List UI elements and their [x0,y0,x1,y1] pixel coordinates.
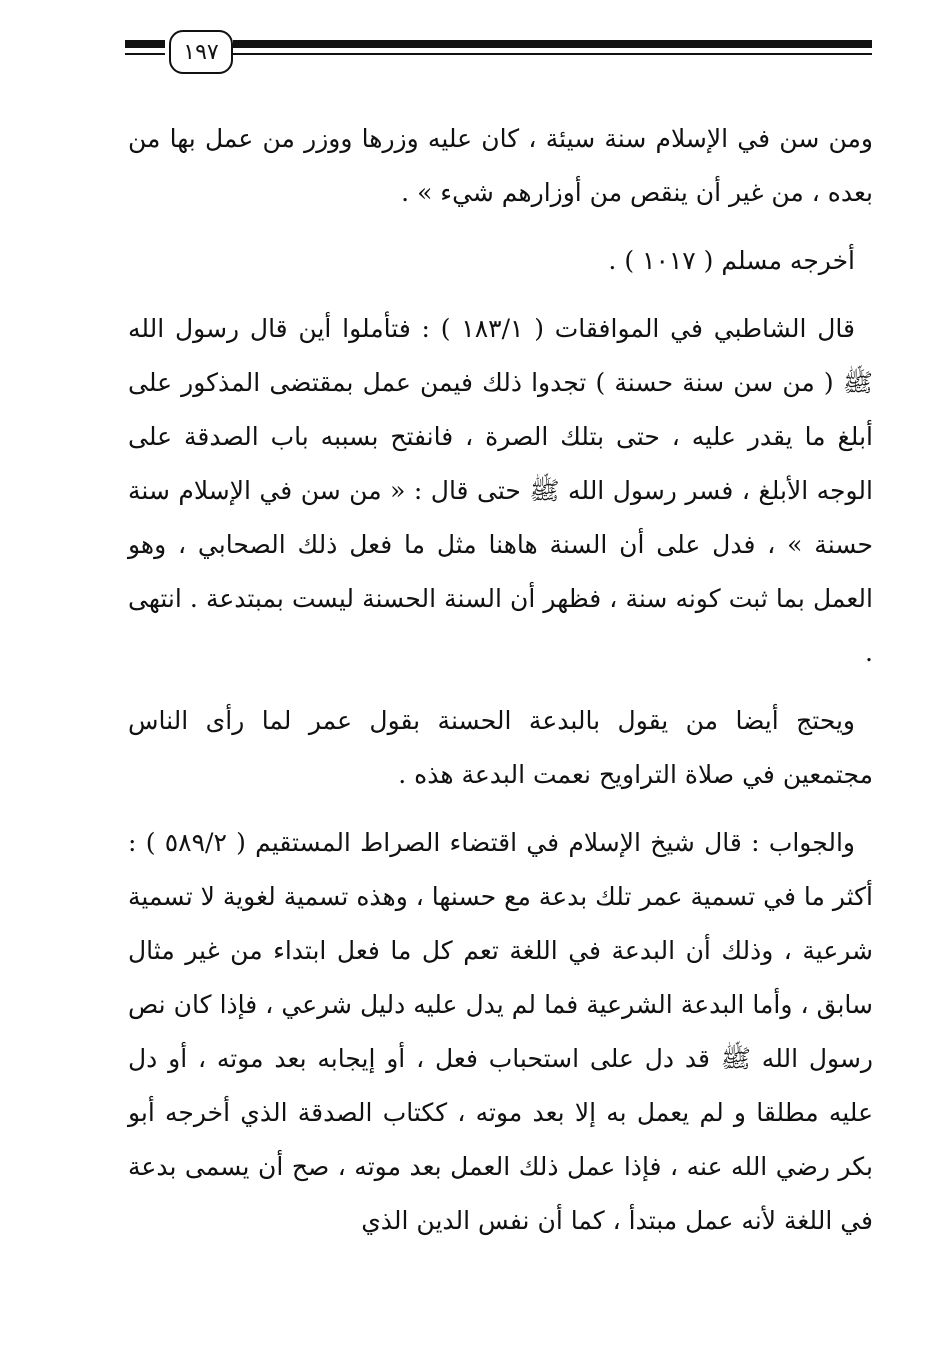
header-rule-right-thick [233,40,872,48]
header-rule-right-thin [233,53,872,55]
paragraph-answer: والجواب : قال شيخ الإسلام في اقتضاء الصراط المستقيم ( ٥٨٩/٢ ) : أكثر ما في تسمية عمر تلك بدعة مع حسنها ، وهذه تسمية لغوية لا تسمية شرعية ، وذلك أن البدعة في اللغة تعم كل ما فعل ابتداء من غير مثال سابق ، وأما البدعة الشرعية فما لم يدل عليه دليل شرعي ، فإذا كان نص رسول الله ﷺ قد دل على استحباب فعل ، أو إيجابه بعد موته ، أو دل عليه مطلقا و لم يعمل به إلا بعد موته ، ككتاب الصدقة الذي أخرجه أبو بكر رضي الله عنه ، فإذا عمل ذلك العمل بعد موته ، صح أن يسمى بدعة في اللغة لأنه عمل مبتدأ ، كما أن نفس الدين الذي [128,828,873,1235]
paragraph-hadith-end: ومن سن في الإسلام سنة سيئة ، كان عليه وزرها ووزر من عمل بها من بعده ، من غير أن ينقص من أوزارهم شيء » . [128,124,873,207]
paragraph-shatibi-quote: قال الشاطبي في الموافقات ( ١٨٣/١ ) : فتأملوا أين قال رسول الله ﷺ ( من سن سنة حسنة ) تجدوا ذلك فيمن عمل بمقتضى المذكور على أبلغ ما يقدر عليه ، حتى بتلك الصرة ، فانفتح بسببه باب الصدقة على الوجه الأبلغ ، فسر رسول الله ﷺ حتى قال : « من سن في الإسلام سنة حسنة » ، فدل على أن السنة هاهنا مثل ما فعل ذلك الصحابي ، وهو العمل بما ثبت كونه سنة ، فظهر أن السنة الحسنة ليست بمبتدعة . انتهى . [128,314,873,667]
page-body [128,112,873,1262]
header-rule-left-thick [125,40,165,48]
paragraph-citation: أخرجه مسلم ( ١٠١٧ ) . [608,246,855,275]
page-header [125,30,872,74]
paragraph-omar-argument: ويحتج أيضا من يقول بالبدعة الحسنة بقول عمر لما رأى الناس مجتمعين في صلاة التراويح نعمت البدعة هذه . [128,706,873,789]
page-number: ١٩٧ [169,30,233,74]
header-rule-left-thin [125,53,165,55]
